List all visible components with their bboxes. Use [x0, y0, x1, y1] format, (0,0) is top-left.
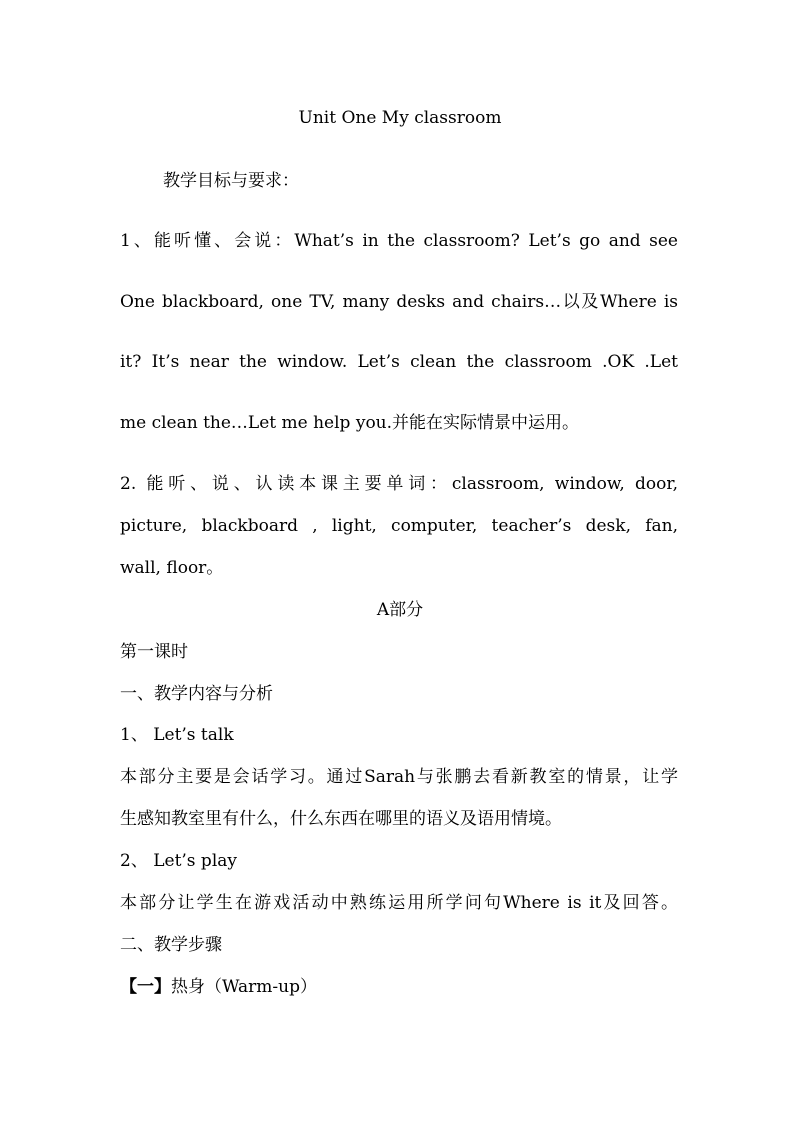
objective-2-line-2: picture, blackboard , light, computer, teacher’s desk, fan,: [120, 516, 678, 536]
steps-heading: 二、教学步骤: [120, 935, 222, 955]
step-1-title: 热身（Warm-up）: [171, 977, 317, 997]
objectives-heading: 教学目标与要求：: [163, 171, 299, 191]
section-a-heading: A部分: [376, 600, 424, 620]
item-1-title: 1、 Let’s talk: [120, 725, 234, 745]
step-1-bracket: 【一】: [120, 977, 171, 997]
item-1-desc-line-1: 本部分主要是会话学习。通过Sarah与张鹏去看新教室的情景，让学: [120, 767, 678, 787]
item-1-desc-line-2: 生感知教室里有什么，什么东西在哪里的语义及语用情境。: [120, 809, 562, 829]
objective-2-line-1: 2. 能听、说、认读本课主要单词：classroom, window, door,: [120, 474, 678, 494]
item-2-title: 2、 Let’s play: [120, 851, 237, 871]
content-analysis-heading: 一、教学内容与分析: [120, 684, 273, 704]
objective-1-line-1: 1、能听懂、会说：What’s in the classroom? Let’s go and see: [120, 231, 678, 251]
step-1-heading: [120, 975, 317, 999]
lesson-one-heading: 第一课时: [120, 642, 188, 662]
objective-1-line-4: me clean the…Let me help you.并能在实际情景中运用。: [120, 413, 580, 433]
objective-1-line-2: One blackboard, one TV, many desks and chairs…以及Where is: [120, 292, 678, 312]
objective-1-line-3: it? It’s near the window. Let’s clean the classroom .OK .Let: [120, 352, 678, 372]
objective-2-line-3: wall, floor。: [120, 558, 224, 578]
item-2-desc: 本部分让学生在游戏活动中熟练运用所学问句Where is it及回答。: [120, 893, 678, 913]
document-title: Unit One My classroom: [298, 108, 502, 128]
